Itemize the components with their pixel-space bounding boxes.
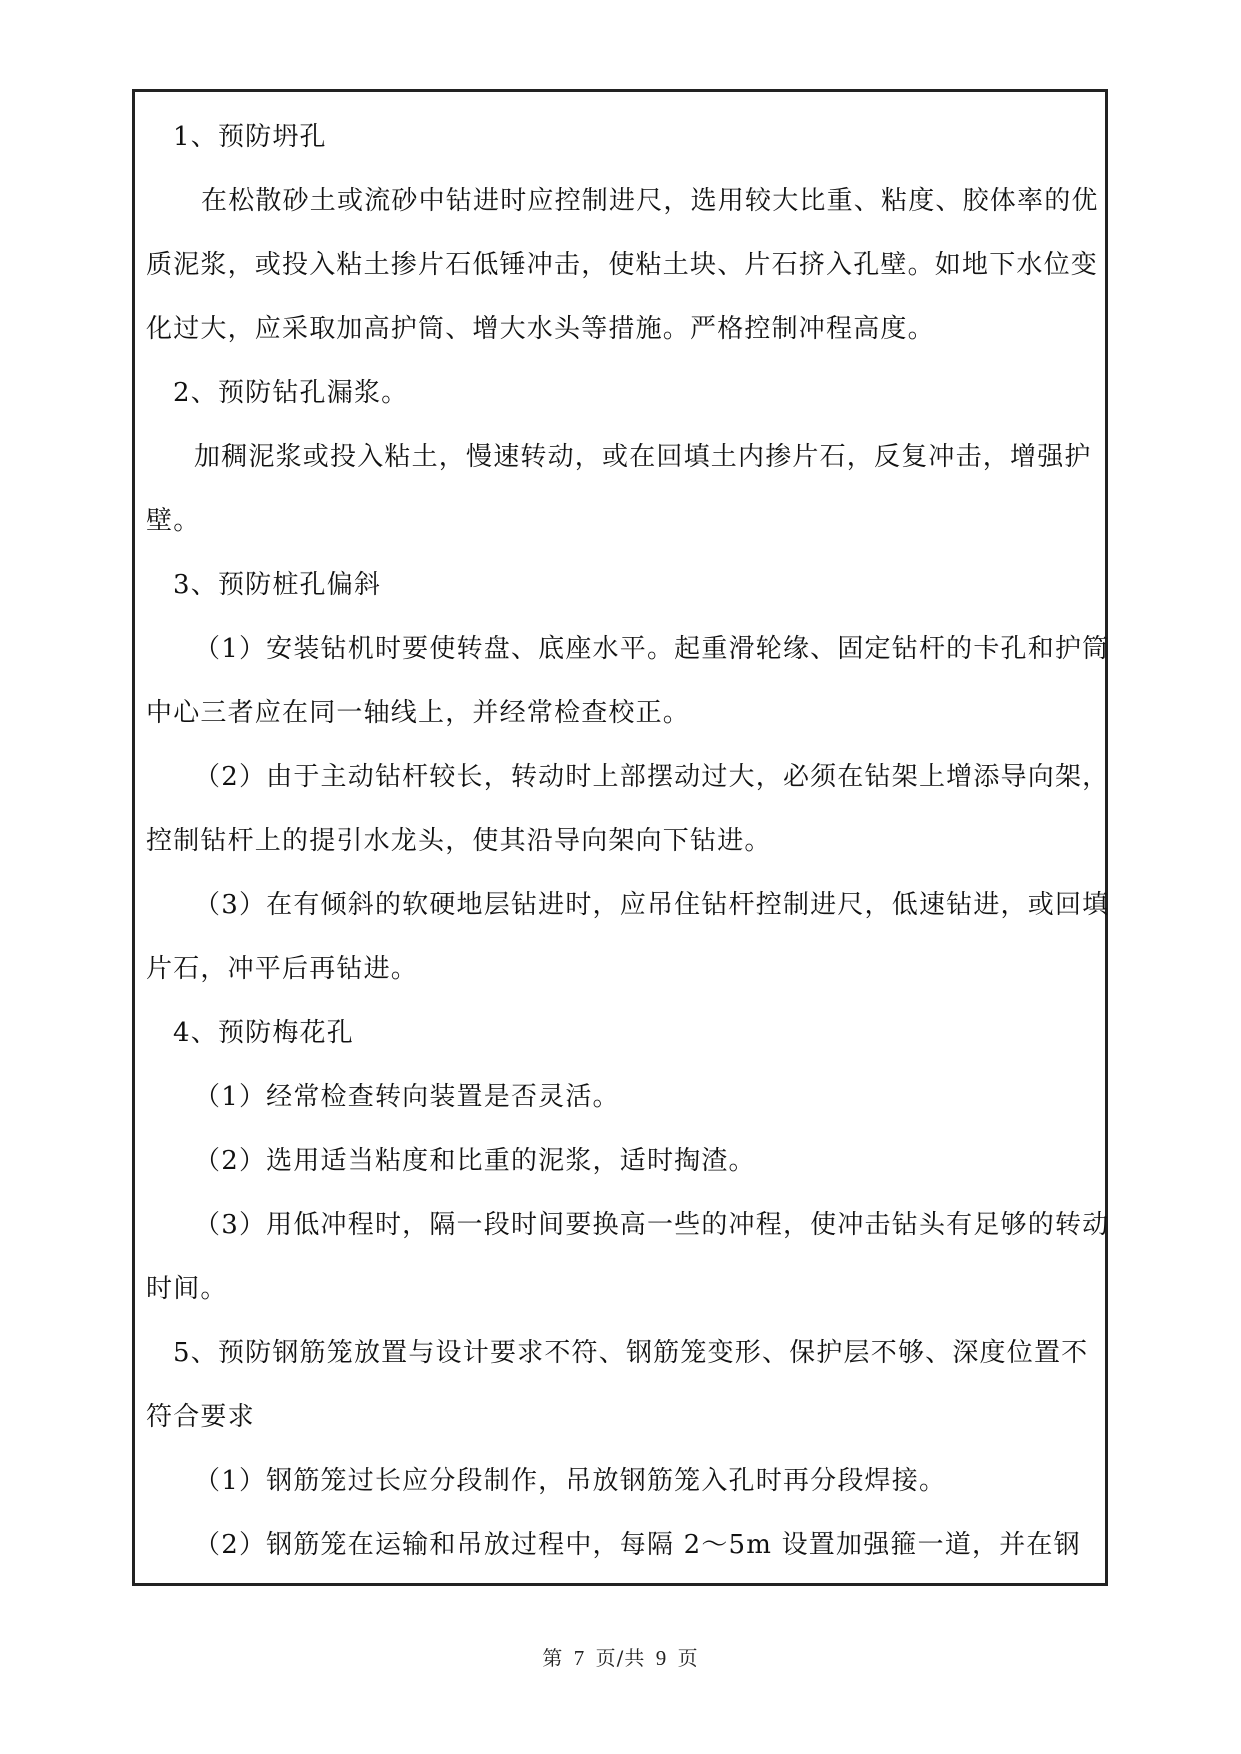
paragraph-cage-item-2: （2）钢筋笼在运输和吊放过程中，每隔 2～5m 设置加强箍一道，并在钢 — [194, 1530, 1081, 1560]
paragraph-plum-item-1: （1）经常检查转向装置是否灵活。 — [194, 1082, 620, 1112]
paragraph-deviation-item-1: （1）安装钻机时要使转盘、底座水平。起重滑轮缘、固定钻杆的卡孔和护筒中心三者应在同一轴线上，并经常检查校正。 — [146, 634, 1110, 728]
paragraph-plum-item-2: （2）选用适当粘度和比重的泥浆，适时掏渣。 — [194, 1146, 756, 1176]
document-body — [146, 105, 1114, 1577]
paragraph-deviation-item-2: （2）由于主动钻杆较长，转动时上部摆动过大，必须在钻架上增添导向架，控制钻杆上的提引水龙头，使其沿导向架向下钻进。 — [146, 762, 1110, 856]
paragraph-leakage-measures: 加稠泥浆或投入粘土，慢速转动，或在回填土内掺片石，反复冲击，增强护壁。 — [146, 442, 1092, 536]
total-page-count: 9 — [655, 1646, 668, 1670]
page-footer — [0, 1642, 1241, 1671]
paragraph-collapse-measures: 在松散砂土或流砂中钻进时应控制进尺，选用较大比重、粘度、胶体率的优质泥浆，或投入粘土掺片石低锤冲击，使粘土块、片石挤入孔壁。如地下水位变化过大，应采取加高护筒、增大水头等措施。严格控制冲程高度。 — [146, 186, 1099, 344]
heading-prevent-plum-hole: 4、预防梅花孔 — [173, 1018, 354, 1048]
footer-prefix: 第 — [542, 1646, 564, 1670]
heading-prevent-cage-issues: 5、预防钢筋笼放置与设计要求不符、钢筋笼变形、保护层不够、深度位置不符合要求 — [146, 1338, 1089, 1432]
heading-prevent-deviation: 3、预防桩孔偏斜 — [173, 570, 382, 600]
heading-prevent-collapse: 1、预防坍孔 — [173, 122, 327, 152]
footer-middle: 页/共 — [595, 1646, 646, 1670]
paragraph-deviation-item-3: （3）在有倾斜的软硬地层钻进时，应吊住钻杆控制进尺，低速钻进，或回填片石，冲平后再钻进。 — [146, 890, 1110, 984]
paragraph-plum-item-3: （3）用低冲程时，隔一段时间要换高一些的冲程，使冲击钻头有足够的转动时间。 — [146, 1210, 1110, 1304]
paragraph-cage-item-1: （1）钢筋笼过长应分段制作，吊放钢筋笼入孔时再分段焊接。 — [194, 1466, 947, 1496]
footer-suffix: 页 — [677, 1646, 699, 1670]
current-page-number: 7 — [573, 1646, 586, 1670]
heading-prevent-leakage: 2、预防钻孔漏浆。 — [173, 378, 409, 408]
